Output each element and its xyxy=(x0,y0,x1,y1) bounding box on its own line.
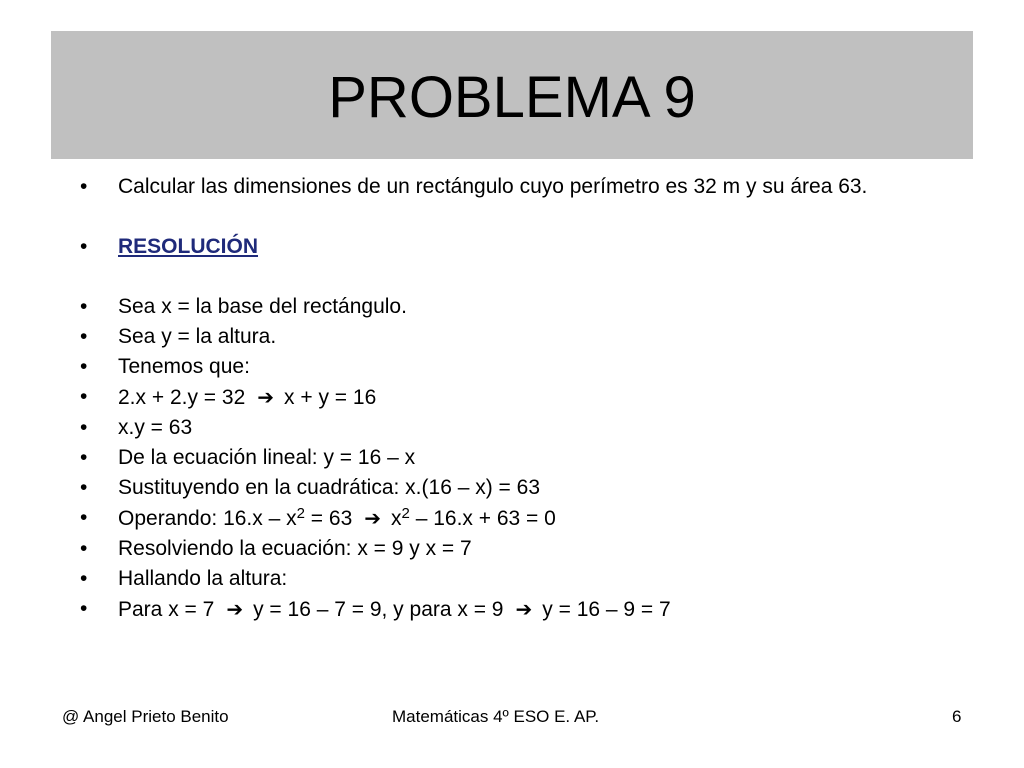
operating-left: Operando: 16.x – x xyxy=(118,507,297,530)
step-solve xyxy=(74,534,954,564)
find-height-text: Hallando la altura: xyxy=(118,567,288,590)
step-perimeter xyxy=(74,382,954,413)
area-equation: x.y = 63 xyxy=(118,416,193,439)
solutions: Resolviendo la ecuación: x = 9 y x = 7 xyxy=(118,537,472,560)
content-list xyxy=(74,172,954,625)
quadratic-rest: – 16.x + 63 = 0 xyxy=(409,507,556,530)
step-we-have xyxy=(74,352,954,382)
footer-author: @ Angel Prieto Benito xyxy=(62,707,229,726)
step-linear xyxy=(74,443,954,473)
step-area xyxy=(74,413,954,443)
resolution-heading-item xyxy=(74,232,954,262)
exponent: 2 xyxy=(296,505,305,522)
slide-title: PROBLEMA 9 xyxy=(328,64,696,130)
quadratic-x: x xyxy=(391,507,402,530)
step-we-have-text: Tenemos que: xyxy=(118,355,250,378)
step-find-height xyxy=(74,564,954,594)
perimeter-equation: 2.x + 2.y = 32 xyxy=(118,386,246,409)
operating-equals: = 63 xyxy=(304,507,353,530)
resolution-heading: RESOLUCIÓN xyxy=(118,235,259,258)
step-operating xyxy=(74,503,954,534)
right-arrow-icon: ➔ xyxy=(226,597,244,621)
exponent: 2 xyxy=(401,505,410,522)
step-base xyxy=(74,292,954,322)
problem-statement xyxy=(74,172,954,202)
case-x7: Para x = 7 xyxy=(118,598,215,621)
case-result-2: y = 16 – 9 = 7 xyxy=(542,598,671,621)
simplified-equation: x + y = 16 xyxy=(284,386,377,409)
spacer xyxy=(74,202,954,232)
linear-equation: De la ecuación lineal: y = 16 – x xyxy=(118,446,416,469)
title-bar xyxy=(51,31,973,159)
footer-course: Matemáticas 4º ESO E. AP. xyxy=(392,707,600,726)
spacer xyxy=(74,262,954,292)
right-arrow-icon: ➔ xyxy=(364,506,382,530)
step-substitute xyxy=(74,473,954,503)
step-height-text: Sea y = la altura. xyxy=(118,325,277,348)
right-arrow-icon: ➔ xyxy=(515,597,533,621)
step-height xyxy=(74,322,954,352)
footer-page-number: 6 xyxy=(952,707,962,726)
case-result-1: y = 16 – 7 = 9, y para x = 9 xyxy=(253,598,504,621)
step-heights xyxy=(74,594,954,625)
step-base-text: Sea x = la base del rectángulo. xyxy=(118,295,407,318)
right-arrow-icon: ➔ xyxy=(257,385,275,409)
problem-statement-text: Calcular las dimensiones de un rectángulo cuyo perímetro es 32 m y su área 63. xyxy=(118,175,868,198)
substitution-equation: Sustituyendo en la cuadrática: x.(16 – x) = 63 xyxy=(118,476,540,499)
